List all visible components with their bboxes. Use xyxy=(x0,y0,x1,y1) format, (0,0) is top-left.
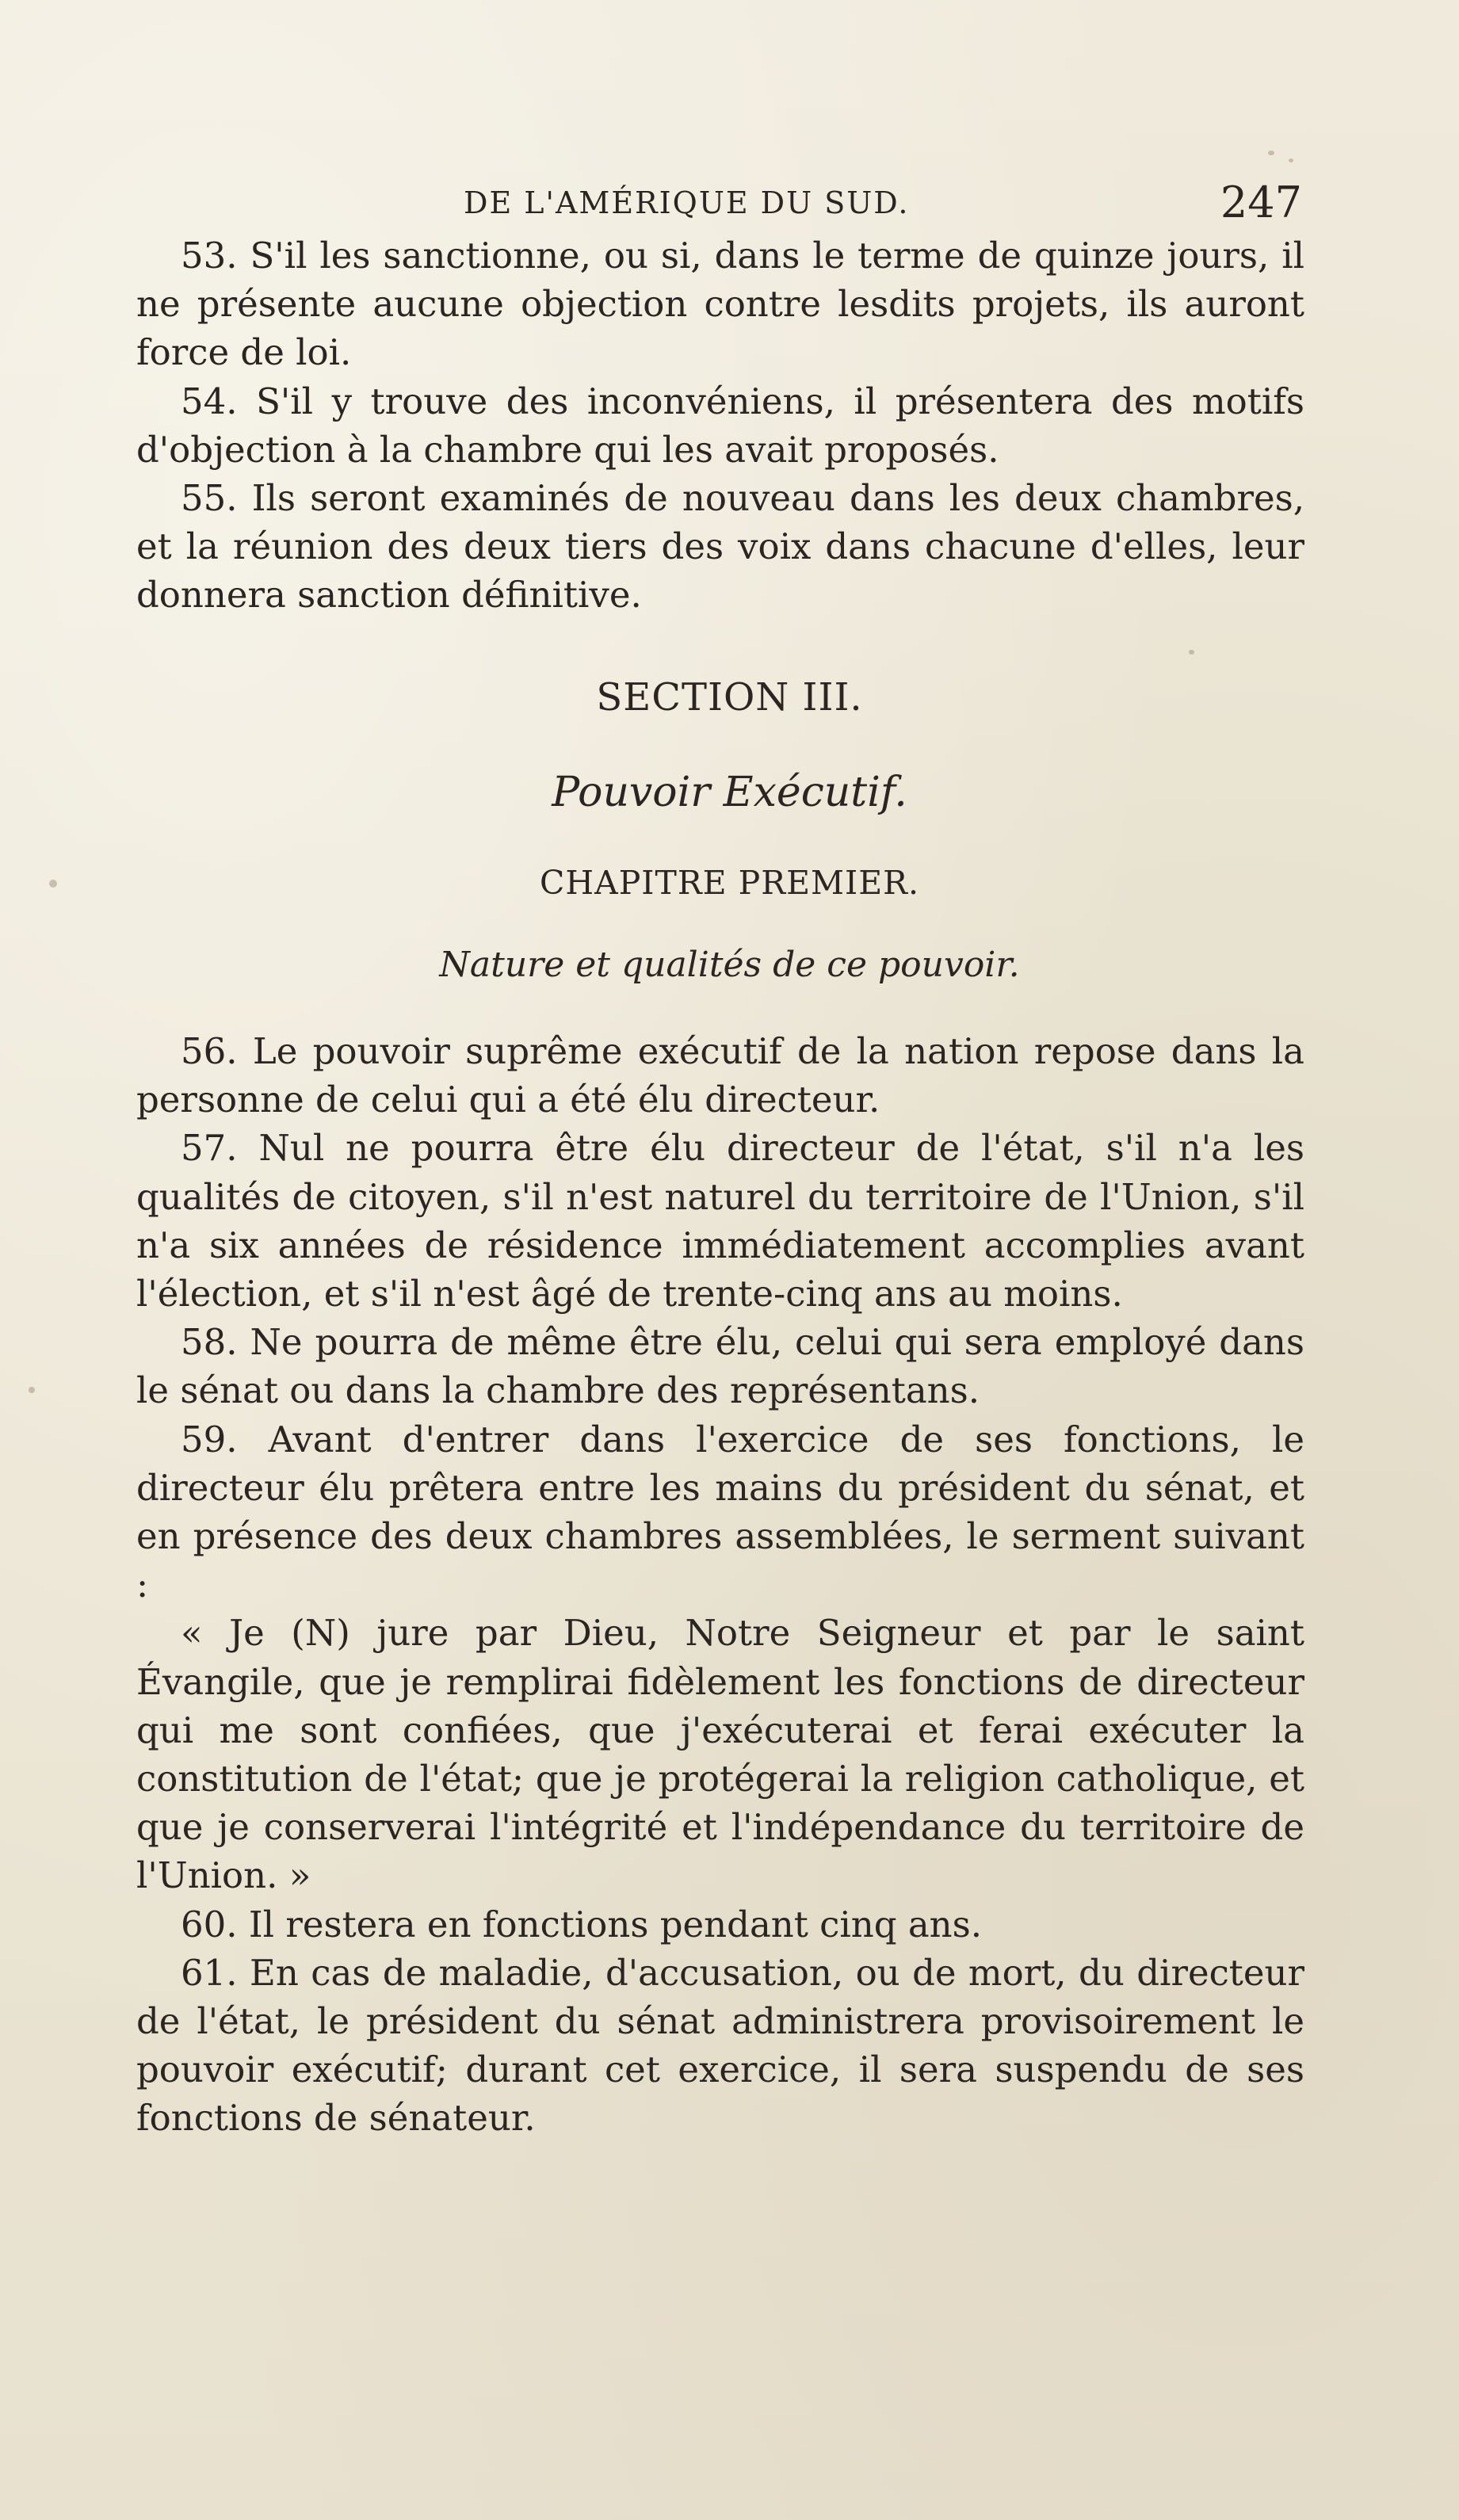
paper-spot xyxy=(1189,650,1194,655)
text-block-top xyxy=(136,231,1304,620)
article-61: 61. En cas de maladie, d'accusation, ou de mort, du directeur de l'état, le président du sénat administrera provisoirement le pouvoir exécutif; durant cet exercice, il sera suspendu de ses fonctions de sénateur. xyxy=(136,1951,1304,2140)
article-53: 53. S'il les sanctionne, ou si, dans le terme de quinze jours, il ne présente aucune objection contre lesdits projets, ils auront force de loi. xyxy=(136,235,1304,374)
paper-spot xyxy=(1268,151,1274,155)
section-subtitle: Pouvoir Exécutif. xyxy=(552,769,907,816)
oath-quote: « Je (N) jure par Dieu, Notre Seigneur et par le saint Évangile, que je remplirai fidèlement les fonctions de directeur qui me sont confiées, que j'exécuterai et ferai exécuter la constitution de l'état; que je protégerai la religion catholique, et que je conserverai l'intégrité et l'indépendance du territoire de l'Union. » xyxy=(136,1612,1304,1897)
article-56: 56. Le pouvoir suprême exécutif de la nation repose dans la personne de celui qui a été élu directeur. xyxy=(136,1030,1304,1121)
paper-spot xyxy=(1289,158,1293,162)
section-heading: SECTION III. xyxy=(596,675,863,720)
article-54: 54. S'il y trouve des inconvéniens, il présentera des motifs d'objection à la chambre qui les avait proposés. xyxy=(136,380,1304,471)
text-block-bottom xyxy=(136,1027,1304,2143)
chapter-subtitle: Nature et qualités de ce pouvoir. xyxy=(439,945,1020,985)
article-55: 55. Ils seront examinés de nouveau dans les deux chambres, et la réunion des deux tiers des voix dans chacune d'elles, leur donnera sanction définitive. xyxy=(136,477,1304,617)
page-number: 247 xyxy=(1220,178,1302,227)
paper-spot xyxy=(29,1387,35,1393)
chapter-heading: CHAPITRE PREMIER. xyxy=(539,864,920,902)
article-57: 57. Nul ne pourra être élu directeur de l'état, s'il n'a les qualités de citoyen, s'il n'est naturel du territoire de l'Union, s'il n'a six années de résidence immédiatement accomplies avant l'élection, et s'il n'est âgé de trente-cinq ans au moins. xyxy=(136,1127,1304,1315)
running-title: DE L'AMÉRIQUE DU SUD. xyxy=(464,185,910,220)
article-59: 59. Avant d'entrer dans l'exercice de ses fonctions, le directeur élu prêtera entre les mains du président du sénat, et en présence des deux chambres assemblées, le serment suivant : xyxy=(136,1418,1304,1606)
running-header xyxy=(145,176,1302,227)
article-60: 60. Il restera en fonctions pendant cinq ans. xyxy=(181,1903,983,1945)
article-58: 58. Ne pourra de même être élu, celui qui sera employé dans le sénat ou dans la chambre des représentans. xyxy=(136,1321,1304,1412)
